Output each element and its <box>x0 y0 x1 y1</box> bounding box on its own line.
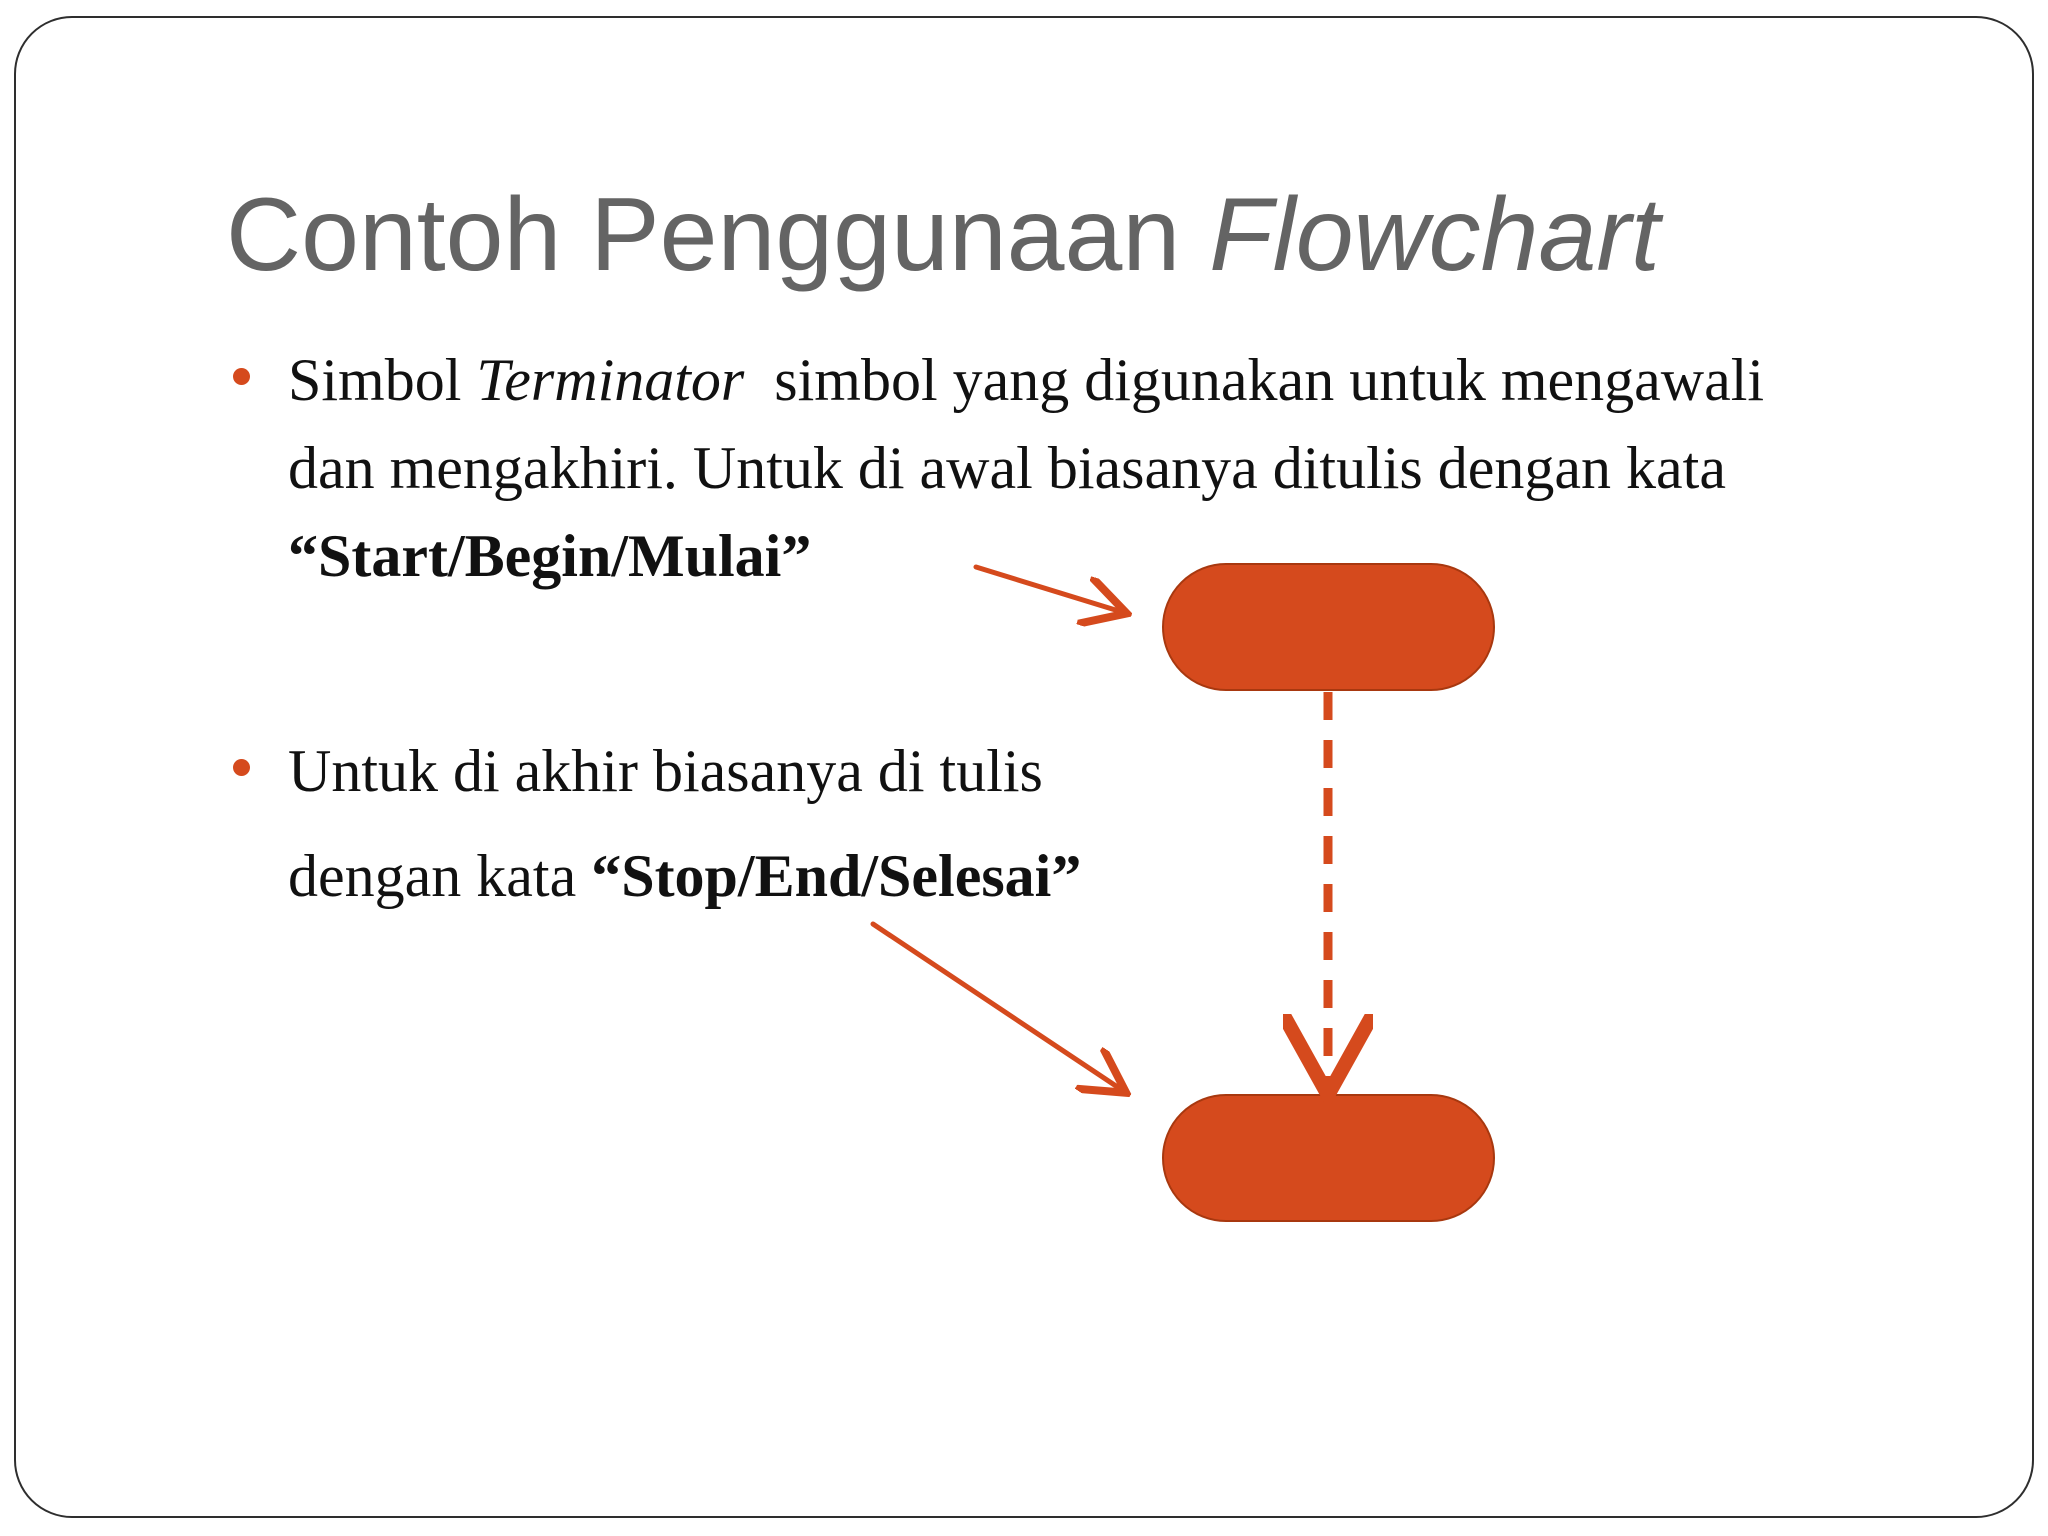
bullet-1-text-a: Simbol <box>288 347 477 413</box>
bullet-2-stop-keyword: “Stop/End/Selesai” <box>591 843 1082 909</box>
bullet-2-line-2 <box>288 840 1081 912</box>
bullet-1-start-keyword: “Start/Begin/Mulai” <box>288 523 812 589</box>
bullet-dot-1 <box>233 368 250 385</box>
title-italic-text: Flowchart <box>1209 177 1660 293</box>
bullet-1-text-b: simbol yang digunakan untuk mengawali <box>744 347 1765 413</box>
slide-title <box>226 175 1660 295</box>
bullet-dot-2 <box>233 759 250 776</box>
bullet-2-line-1: Untuk di akhir biasanya di tulis <box>288 738 1043 804</box>
bullet-1-line-1 <box>288 344 1764 416</box>
title-regular-text: Contoh Penggunaan <box>226 177 1210 293</box>
bullet-1-line-2: dan mengakhiri. Untuk di awal biasanya ditulis dengan kata <box>288 435 1726 501</box>
bullet-2-text-a: dengan kata <box>288 843 592 909</box>
bullet-1-terminator-term: Terminator <box>476 347 745 413</box>
